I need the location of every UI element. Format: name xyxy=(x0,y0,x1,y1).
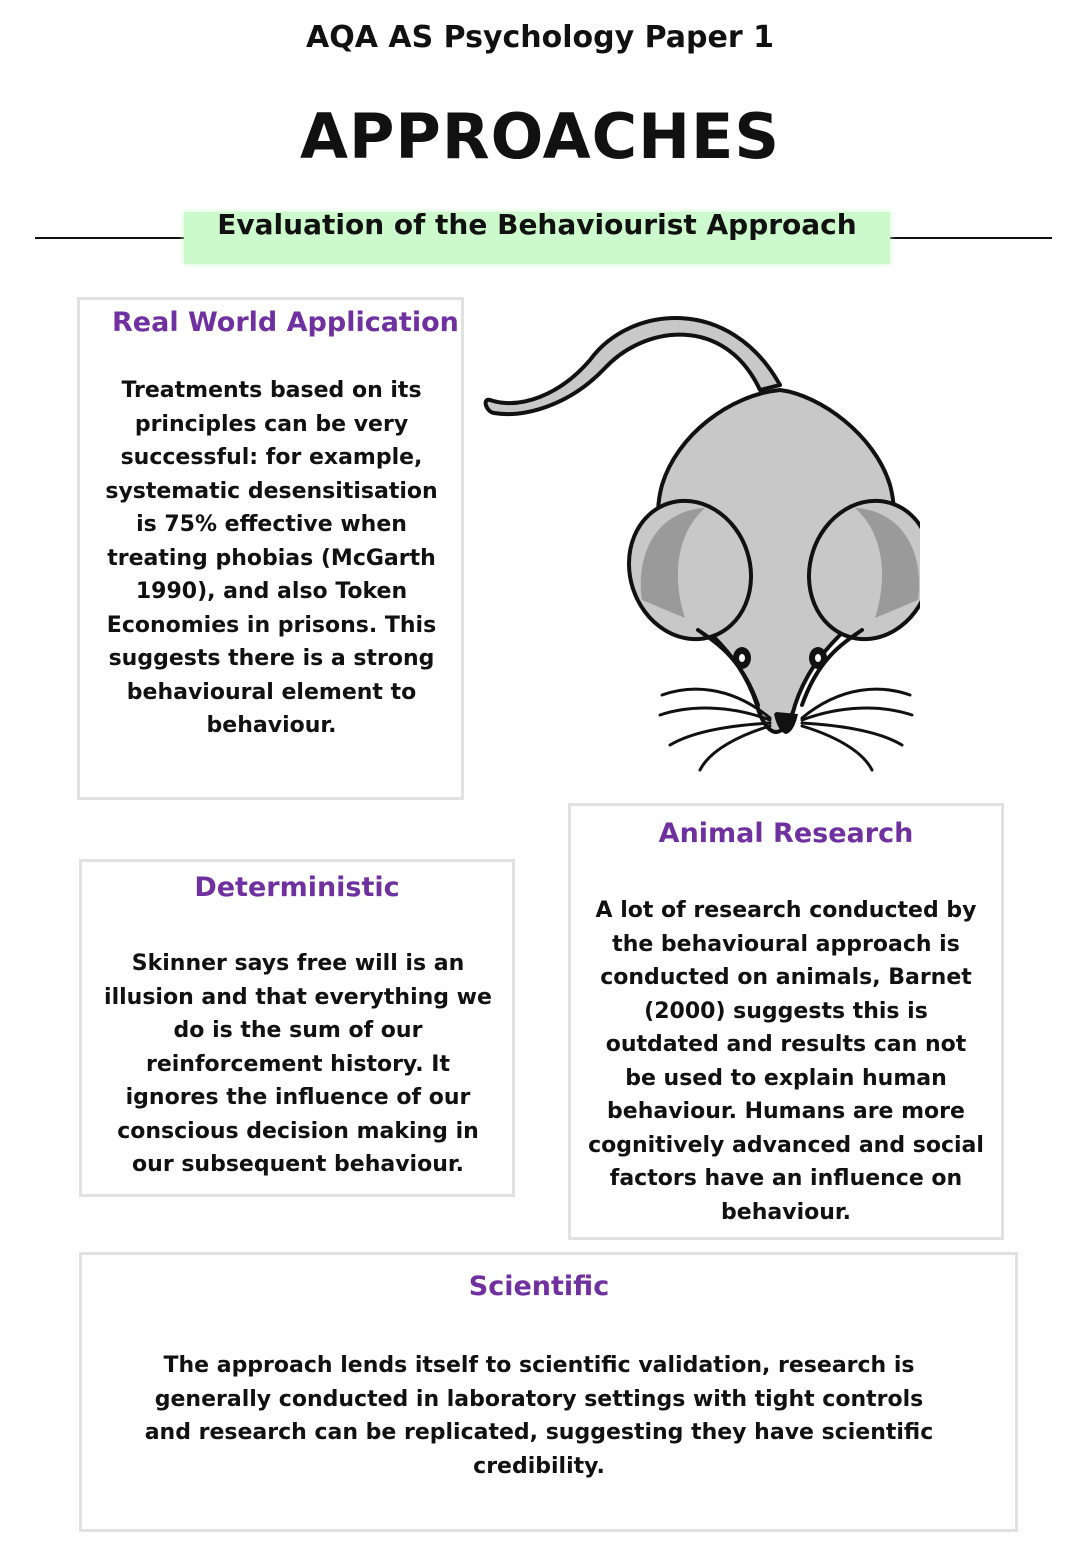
card-scientific xyxy=(79,1252,1018,1532)
left-divider xyxy=(35,237,185,239)
right-divider xyxy=(890,237,1052,239)
card-animal-research xyxy=(568,803,1004,1240)
card-deterministic xyxy=(79,859,515,1197)
topic-title: APPROACHES xyxy=(299,100,781,173)
card-real-world-application xyxy=(77,297,464,800)
card-body: The approach lends itself to scientific validation, research is generally conducted in laboratory settings with tight controls and research can be replicated, suggesting they have scientific credibility. xyxy=(144,1353,934,1479)
card-title: Real World Application xyxy=(112,307,459,338)
card-body: Skinner says free will is an illusion and that everything we do is the sum of our reinforcement history. It ignores the influence of our conscious decision making in our subsequent behaviour. xyxy=(104,951,492,1177)
card-title: Scientific xyxy=(468,1271,610,1302)
section-title: Evaluation of the Behaviourist Approach xyxy=(217,208,857,241)
card-body: Treatments based on its principles can be very successful: for example, systematic desensitisation is 75% effective when treating phobias (McGarth 1990), and also Token Economies in prisons. This suggests there is a strong behavioural element to behaviour. xyxy=(105,378,438,738)
section-banner xyxy=(184,208,890,264)
paper-title: AQA AS Psychology Paper 1 xyxy=(305,20,774,55)
card-title: Deterministic xyxy=(194,872,400,903)
mouse-icon xyxy=(480,300,920,780)
card-body: A lot of research conducted by the behavioural approach is conducted on animals, Barnet (2000) suggests this is outdated and results can not be used to explain human behaviour. Humans are more cognitively advanced and social factors have an influence on behaviour. xyxy=(588,898,984,1225)
card-title: Animal Research xyxy=(658,818,914,849)
